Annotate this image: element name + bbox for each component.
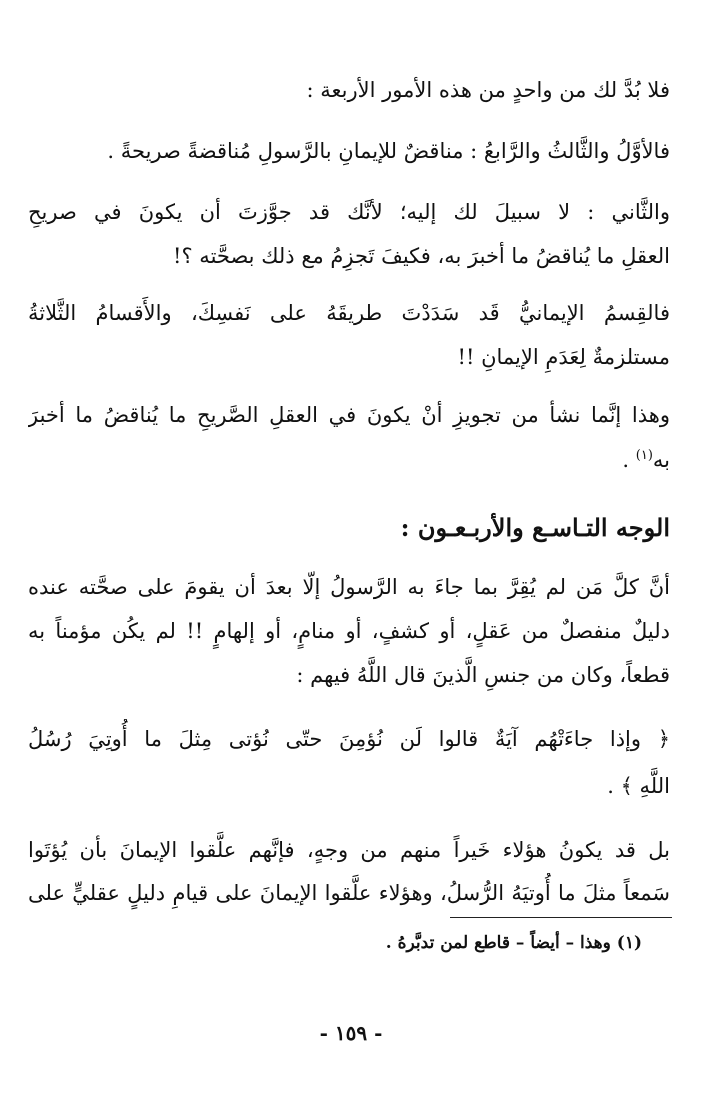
page-number: - ١٥٩ - xyxy=(319,1021,383,1045)
text-fragment: به xyxy=(652,448,670,472)
quran-verse-line: اللَّهِ ﴾ . xyxy=(607,774,670,798)
text-line: بل قد يكونُ هؤلاء خَيراً منهم من وجهٍ، فإنَّهم علَّقوا الإيمانَ بأن يُؤتَوا xyxy=(28,838,670,862)
footnote-separator xyxy=(450,917,672,918)
text-line: والثَّاني : لا سبيلَ لك إليه؛ لأنَّك قد جوَّزتَ أن يكونَ في صريحِ xyxy=(28,200,670,224)
text-line: العقلِ ما يُناقضُ ما أخبرَ به، فكيفَ تَجزِمُ مع ذلك بصحَّته ؟! xyxy=(173,244,670,268)
footnote: (١) وهذا – أيضاً – قاطع لمن تدبَّرهُ . xyxy=(385,933,642,953)
text-line: سَمعاً مثلَ ما أُوتيَهُ الرُّسلُ، وهؤلاء علَّقوا الإيمانَ على قيامِ دليلٍ عقليٍّ على xyxy=(28,881,670,905)
section-heading: الوجه التـاسـع والأربـعـون : xyxy=(400,513,670,542)
text-line-with-footnote xyxy=(28,440,670,480)
text-line: مستلزمةٌ لِعَدَمِ الإيمانِ !! xyxy=(457,345,670,369)
footnote-reference: (١) xyxy=(635,448,653,463)
text-line: فالأوَّلُ والثَّالثُ والرَّابعُ : مناقضٌ للإيمانِ بالرَّسولِ مُناقضةً صريحةً . xyxy=(107,139,670,163)
text-line: فالقِسمُ الإيمانيُّ قَد سَدَدْتَ طريقَهُ على نَفسِكَ، والأَقسامُ الثَّلاثةُ xyxy=(28,301,670,325)
text-line: قطعاً، وكان من جنسِ الَّذينَ قال اللَّهُ فيهم : xyxy=(296,663,670,687)
text-line: فلا بُدَّ لك من واحدٍ من هذه الأمور الأربعة : xyxy=(306,78,670,102)
text-line: أنَّ كلَّ مَن لم يُقِرَّ بما جاءَ به الرَّسولُ إلّا بعدَ أن يقومَ على صحَّته عنده xyxy=(28,575,670,599)
quran-verse-line: ﴿ وإذا جاءَتْهُم آيَةٌ قالوا لَن نُؤمِنَ حتّى نُؤتى مِثلَ ما أُوتِيَ رُسُلُ xyxy=(28,727,670,751)
text-line: دليلٌ منفصلٌ من عَقلٍ، أو كشفٍ، أو منامٍ، أو إلهامٍ !! لم يكُن مؤمناً به xyxy=(28,619,670,643)
text-fragment: . xyxy=(622,448,636,472)
text-line: وهذا إنَّما نشأ من تجويزِ أنْ يكونَ في العقلِ الصَّريحِ ما يُناقضُ ما أخبرَ xyxy=(28,403,670,427)
